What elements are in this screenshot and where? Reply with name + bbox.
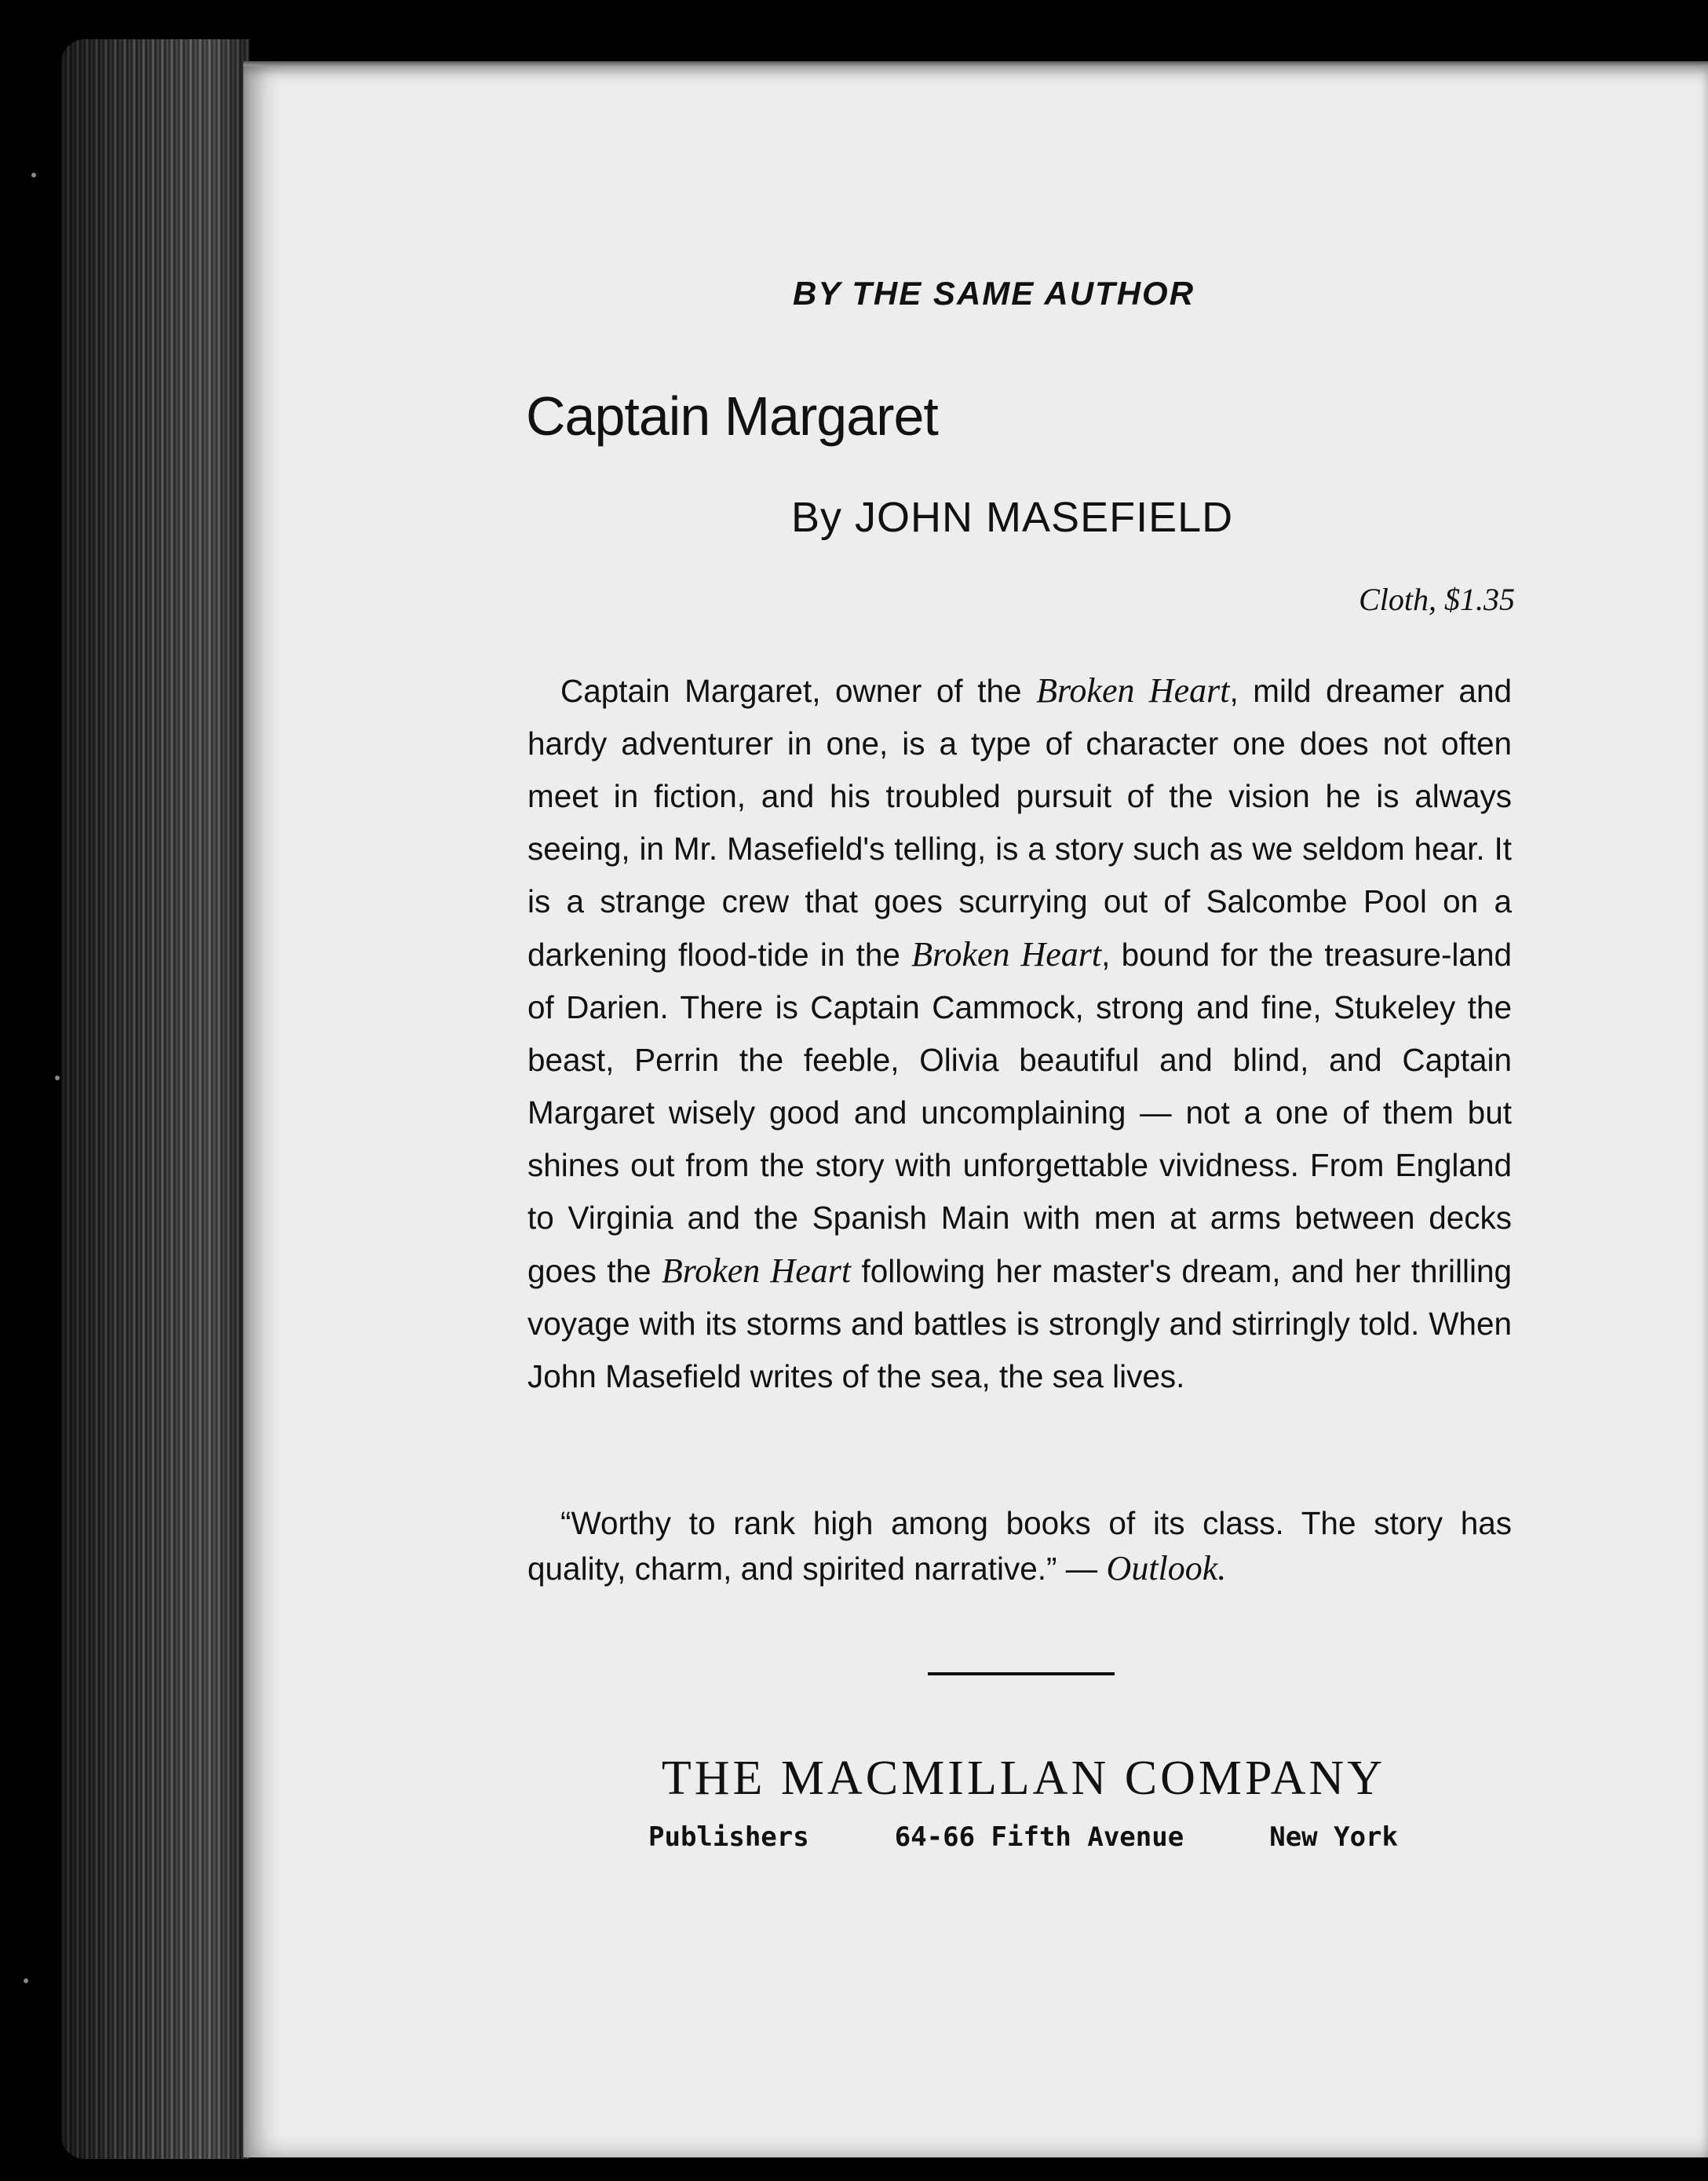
- publisher-name: THE MACMILLAN COMPANY: [661, 1752, 1386, 1805]
- ship-name: Broken Heart: [911, 935, 1102, 974]
- description-text-2: , mild dreamer and hardy adventurer in one, is a type of character one does not often meet in fiction, and his troubled pursuit of the vision he is always seeing, in Mr. Masefield's telling, is a story such as we seldom hear. It is a strange crew that goes scurrying out of Salcombe Pool on a darkening flood-tide in the: [527, 673, 1512, 973]
- description-text-3: , bound for the treasure-land of Darien. There is Captain Cammock, strong and fine, Stukeley the beast, Perrin the feeble, Olivia beautiful and blind, and Captain Margaret wisely good and uncomplaining — not a one of them but shines out from the story with unforgettable vividness. From England to Virginia and the Spanish Main with men at arms between decks goes the: [527, 937, 1513, 1289]
- page-top-edge: [243, 61, 1708, 66]
- byline-author: JOHN MASEFIELD: [855, 494, 1234, 541]
- description-text-4: following her master's dream, and her thrilling voyage with its storms and battles is strongly and stirringly told. When John Masefield writes of the sea, the sea lives.: [527, 1253, 1513, 1394]
- book-title: Captain Margaret: [526, 385, 938, 447]
- scan-speck: [31, 173, 36, 177]
- divider-rule: [928, 1672, 1115, 1675]
- section-heading: BY THE SAME AUTHOR: [793, 275, 1195, 312]
- scan-speck: [24, 1978, 28, 1983]
- byline-prefix: By: [791, 494, 843, 541]
- publisher-details: [648, 1821, 1398, 1853]
- book-edge-shadow: [61, 39, 250, 2159]
- publisher-city: New York: [1269, 1821, 1398, 1853]
- description-text-1: Captain Margaret, owner of the: [560, 673, 1037, 709]
- review-quote: [527, 1501, 1512, 1591]
- quote-text: “Worthy to rank high among books of its class. The story has quality, charm, and spirited narrative.” —: [527, 1505, 1512, 1587]
- publisher-role: Publishers: [648, 1821, 809, 1853]
- description-paragraph: [527, 664, 1512, 1403]
- ship-name: Broken Heart: [661, 1251, 852, 1290]
- scan-speck: [55, 1076, 60, 1080]
- quote-source: Outlook.: [1106, 1549, 1227, 1587]
- publisher-address: 64-66 Fifth Avenue: [894, 1821, 1184, 1853]
- ship-name: Broken Heart: [1036, 671, 1230, 710]
- price: Cloth, $1.35: [1359, 582, 1515, 617]
- byline: [791, 493, 1341, 542]
